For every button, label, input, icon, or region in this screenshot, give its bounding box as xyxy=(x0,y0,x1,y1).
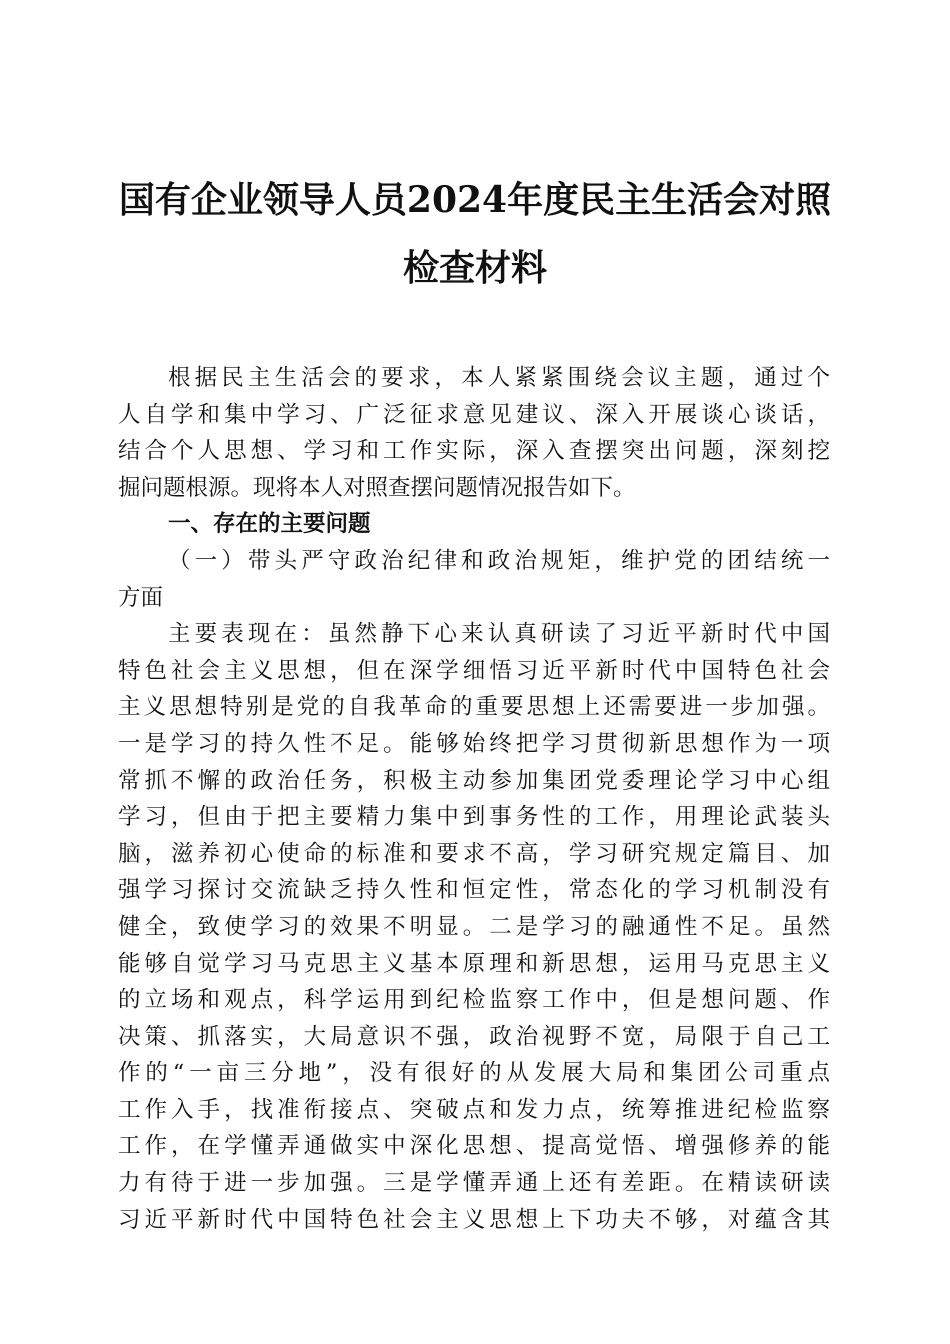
body-line: 的立场和观点，科学运用到纪检监察工作中，但是想问题、作 xyxy=(118,987,830,1014)
subsection-heading-line: （一）带头严守政治纪律和政治规矩，维护党的团结统一 xyxy=(168,547,830,574)
body-line: 一是学习的持久性不足。能够始终把学习贯彻新思想作为一项 xyxy=(118,730,830,757)
body-line: 工作入手，找准衔接点、突破点和发力点，统筹推进纪检监察 xyxy=(118,1096,830,1123)
body-line: 特色社会主义思想，但在深学细悟习近平新时代中国特色社会 xyxy=(118,657,830,684)
body-line: 健全，致使学习的效果不明显。二是学习的融通性不足。虽然 xyxy=(118,913,830,940)
body-line: 常抓不懈的政治任务，积极主动参加集团党委理论学习中心组 xyxy=(118,767,830,794)
document-title-line-1: 国有企业领导人员2024年度民主生活会对照 xyxy=(118,179,832,221)
body-line: 强学习探讨交流缺乏持久性和恒定性，常态化的学习机制没有 xyxy=(118,877,830,904)
section-heading: 一、存在的主要问题 xyxy=(168,511,371,538)
intro-line: 结合个人思想、学习和工作实际，深入查摆突出问题，深刻挖 xyxy=(118,438,830,465)
body-line: 作的“一亩三分地”，没有很好的从发展大局和集团公司重点 xyxy=(118,1060,830,1087)
body-line: 主要表现在：虽然静下心来认真研读了习近平新时代中国 xyxy=(168,621,830,648)
intro-line: 根据民主生活会的要求，本人紧紧围绕会议主题，通过个 xyxy=(168,365,830,391)
intro-line: 掘问题根源。现将本人对照查摆问题情况报告如下。 xyxy=(118,474,636,501)
body-line: 力有待于进一步加强。三是学懂弄通上还有差距。在精读研读 xyxy=(118,1170,830,1197)
body-line: 脑，滋养初心使命的标准和要求不高，学习研究规定篇目、加 xyxy=(118,840,830,867)
document-title-line-2: 检查材料 xyxy=(402,247,547,289)
body-line: 主义思想特别是党的自我革命的重要思想上还需要进一步加强。 xyxy=(118,694,830,721)
subsection-heading-line: 方面 xyxy=(118,584,164,611)
intro-line: 人自学和集中学习、广泛征求意见建议、深入开展谈心谈话， xyxy=(118,401,830,428)
body-line: 学习，但由于把主要精力集中到事务性的工作，用理论武装头 xyxy=(118,804,830,831)
body-line: 能够自觉学习马克思主义基本原理和新思想，运用马克思主义 xyxy=(118,950,830,977)
body-line: 工作，在学懂弄通做实中深化思想、提高觉悟、增强修养的能 xyxy=(118,1133,830,1160)
document-body xyxy=(118,360,830,1238)
body-line: 决策、抓落实，大局意识不强，政治视野不宽，局限于自己工 xyxy=(118,1023,830,1050)
body-line: 习近平新时代中国特色社会主义思想上下功夫不够，对蕴含其 xyxy=(118,1206,830,1233)
